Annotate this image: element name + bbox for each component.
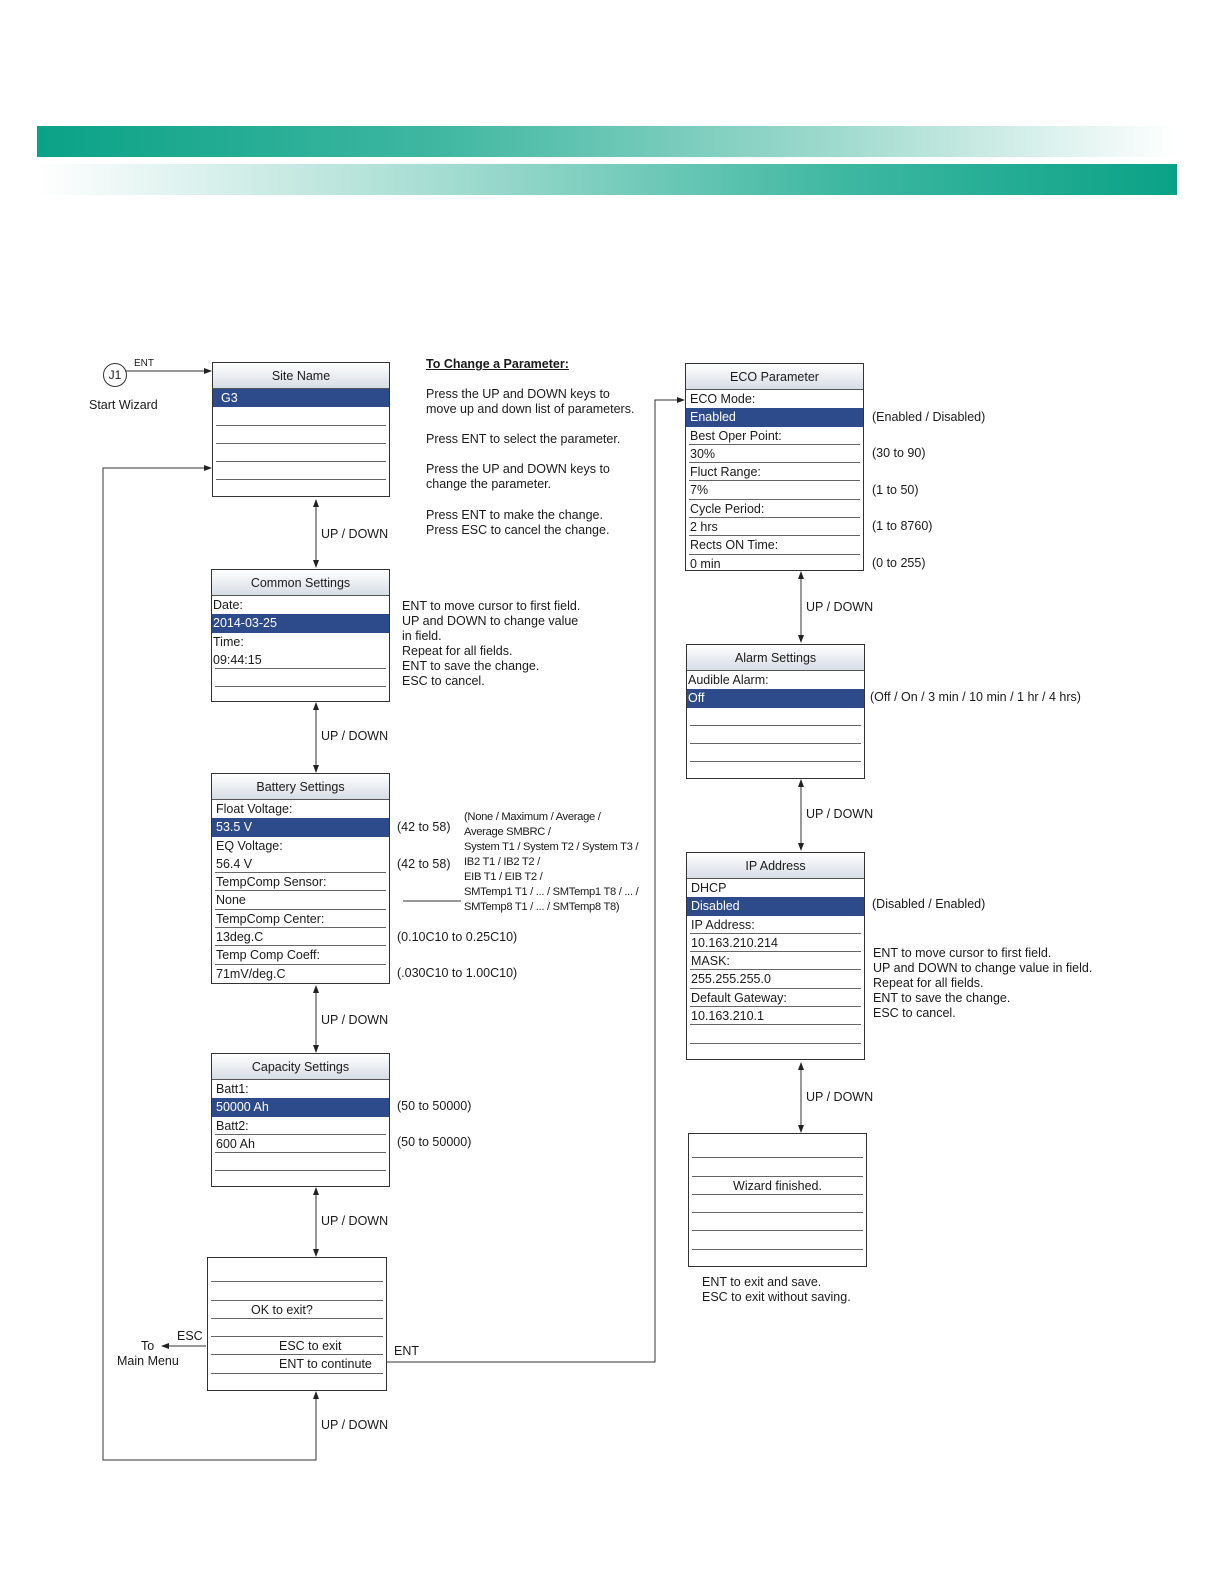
esc-label: ESC [177,1329,203,1343]
instructions-line: Press the UP and DOWN keys to [426,387,610,401]
coeff-range: (.030C10 to 1.00C10) [397,966,518,980]
site-name-title: Site Name [213,363,389,389]
eco-mode-label: ECO Mode: [690,392,756,406]
rects-range: (0 to 255) [872,556,926,570]
ip-address-screen [686,852,865,1060]
wizard-finished-screen [688,1133,867,1267]
ip-address-title: IP Address [687,853,864,879]
battery-settings-title: Battery Settings [212,774,389,800]
ip-note: UP and DOWN to change value in field. [873,961,1093,975]
eq-range: (42 to 58) [397,857,451,871]
batt1-value[interactable]: 50000 Ah [212,1098,389,1116]
rects-on-time-label: Rects ON Time: [686,536,863,554]
batt2-label: Batt2: [212,1117,389,1135]
tempcomp-center-value[interactable]: 13deg.C [212,928,389,946]
instructions-line: Press ENT to select the parameter. [426,432,621,446]
updown-label: UP / DOWN [321,1013,389,1027]
common-settings-title: Common Settings [212,570,389,596]
time-label: Time: [213,634,244,649]
updown-label: UP / DOWN [321,1214,389,1228]
tempcomp-sensor-value[interactable]: None [212,891,389,909]
temp-comp-coeff-label: Temp Comp Coeff: [212,946,389,964]
common-note: ENT to move cursor to first field. [402,599,581,613]
audible-range: (Off / On / 3 min / 10 min / 1 hr / 4 hrs) [870,690,1081,704]
best-oper-point-label: Best Oper Point: [686,427,863,445]
alarm-settings-screen [686,644,865,779]
empty-row [212,1153,389,1171]
capacity-settings-screen [211,1053,390,1187]
eco-parameter-title: ECO Parameter [686,364,863,390]
rects-on-time-value[interactable]: 0 min [690,556,721,571]
ip-address-label: IP Address: [687,916,864,934]
instructions-line: Press ENT to make the change. [426,508,603,522]
batt1-range: (50 to 50000) [397,1099,472,1113]
eco-mode-value[interactable]: Enabled [686,408,863,426]
sensor-option-line: IB2 T1 / IB2 T2 / [464,856,540,868]
finish-note: ENT to exit and save. [702,1275,822,1289]
float-range: (42 to 58) [397,820,451,834]
sensor-option-line: EIB T1 / EIB T2 / [464,871,543,883]
center-range: (0.10C10 to 0.25C10) [397,930,518,944]
cycle-period-value[interactable]: 2 hrs [686,518,863,536]
j1-node: J1 [103,363,127,387]
empty-row [687,1025,864,1043]
ok-to-exit-text: OK to exit? [208,1301,386,1319]
date-value[interactable]: 2014-03-25 [212,614,389,632]
fluct-range-label: Fluct Range: [686,463,863,481]
empty-row [689,1195,866,1213]
updown-label: UP / DOWN [321,527,389,541]
eq-voltage-value[interactable]: 56.4 V [212,855,389,873]
dhcp-value[interactable]: Disabled [687,897,864,915]
cycle-period-label: Cycle Period: [686,500,863,518]
instructions-line: Press ESC to cancel the change. [426,523,610,537]
ent-label: ENT [394,1344,419,1358]
site-name-value[interactable]: G3 [213,389,389,407]
instructions-line: change the parameter. [426,477,552,491]
best-range: (30 to 90) [872,446,926,460]
sensor-option-line: SMTemp8 T1 / ... / SMTemp8 T8) [464,901,620,913]
common-note: ENT to save the change. [402,659,540,673]
ip-note: ESC to cancel. [873,1006,956,1020]
mask-value[interactable]: 255.255.255.0 [687,970,864,988]
common-note: UP and DOWN to change value [402,614,579,628]
eco-parameter-screen [685,363,864,571]
common-settings-screen [211,569,390,702]
updown-label: UP / DOWN [806,1090,874,1104]
float-voltage-label: Float Voltage: [216,802,293,816]
temp-comp-coeff-value[interactable]: 71mV/deg.C [216,966,286,981]
finish-note: ESC to exit without saving. [702,1290,851,1304]
tempcomp-sensor-label: TempComp Sensor: [212,873,389,891]
fluct-range-value[interactable]: 7% [686,481,863,499]
empty-row [213,407,389,425]
audible-alarm-label: Audible Alarm: [688,673,769,687]
eq-voltage-label: EQ Voltage: [216,838,283,853]
empty-row [687,744,864,762]
empty-row [687,708,864,726]
dhcp-range: (Disabled / Enabled) [872,897,986,911]
eco-mode-range: (Enabled / Disabled) [872,410,986,424]
empty-row [687,726,864,744]
start-ent-label: ENT [134,358,154,369]
alarm-settings-title: Alarm Settings [687,645,864,671]
batt2-range: (50 to 50000) [397,1135,472,1149]
best-oper-point-value[interactable]: 30% [686,445,863,463]
exit-screen [207,1257,387,1391]
sensor-option-line: System T1 / System T2 / System T3 / [464,841,639,853]
audible-alarm-value[interactable]: Off [687,689,864,707]
empty-row [689,1213,866,1231]
ip-note: ENT to move cursor to first field. [873,946,1052,960]
empty-row [213,426,389,444]
ent-to-continue-option[interactable]: ENT to continute [208,1355,386,1373]
battery-settings-screen [211,773,390,984]
sensor-option-line: Average SMBRC / [464,826,551,838]
dhcp-label: DHCP [691,881,727,895]
batt2-value[interactable]: 600 Ah [212,1135,389,1153]
common-note: ESC to cancel. [402,674,485,688]
start-wizard-label: Start Wizard [89,398,158,412]
common-note: in field. [402,629,442,643]
empty-row [689,1140,866,1158]
time-value[interactable]: 09:44:15 [212,651,389,669]
esc-to-exit-option[interactable]: ESC to exit [208,1337,386,1355]
sensor-option-line: SMTemp1 T1 / ... / SMTemp1 T8 / ... / [464,886,639,898]
capacity-settings-title: Capacity Settings [212,1054,389,1080]
empty-row [213,444,389,462]
batt1-label: Batt1: [216,1082,249,1096]
site-name-screen [212,362,390,497]
default-gateway-value[interactable]: 10.163.210.1 [687,1007,864,1025]
ip-note: ENT to save the change. [873,991,1011,1005]
wizard-finished-text: Wizard finished. [689,1177,866,1195]
updown-label: UP / DOWN [806,600,874,614]
updown-label: UP / DOWN [806,807,874,821]
empty-row [208,1282,386,1300]
empty-row [208,1264,386,1282]
tempcomp-center-label: TempComp Center: [212,910,389,928]
fluct-range: (1 to 50) [872,483,919,497]
to-main-menu-label: To [141,1339,155,1353]
cycle-range: (1 to 8760) [872,519,933,533]
ip-address-value[interactable]: 10.163.210.214 [687,934,864,952]
instructions-heading: To Change a Parameter: [426,357,569,371]
instructions-line: move up and down list of parameters. [426,402,635,416]
empty-row [213,462,389,480]
empty-row [208,1319,386,1337]
date-label: Date: [213,598,243,612]
to-main-menu-label: Main Menu [117,1354,179,1368]
default-gateway-label: Default Gateway: [687,989,864,1007]
float-voltage-value[interactable]: 53.5 V [212,818,389,836]
sensor-option-line: (None / Maximum / Average / [464,811,601,823]
updown-label: UP / DOWN [321,1418,389,1432]
updown-label: UP / DOWN [321,729,389,743]
ip-note: Repeat for all fields. [873,976,984,990]
common-note: Repeat for all fields. [402,644,513,658]
instructions-line: Press the UP and DOWN keys to [426,462,610,476]
empty-row [689,1231,866,1249]
empty-row [689,1158,866,1176]
empty-row [212,669,389,687]
mask-label: MASK: [687,952,864,970]
